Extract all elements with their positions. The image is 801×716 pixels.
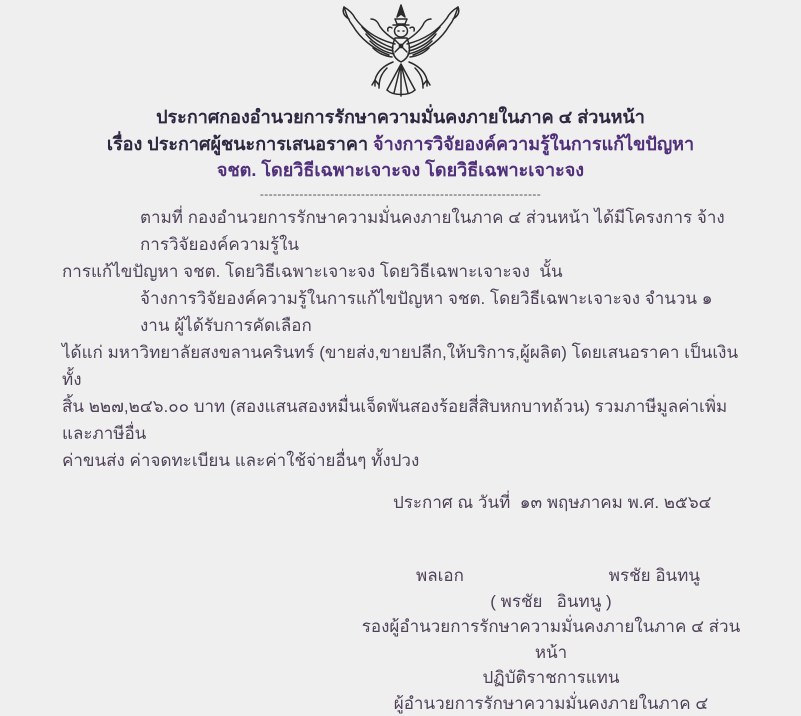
subject-project-name: จ้างการวิจัยองค์ความรู้ในการแก้ไขปัญหา จชต. โดยวิธีเฉพาะเจาะจง โดยวิธี​เฉพาะเจาะจง: [217, 134, 694, 180]
separator-line: ----------------------------------------------------------------: [0, 186, 801, 202]
announcement-date: ประกาศ ณ วันที่ ๑๓ พฤษภาคม พ.ศ. ๒๕๖๔: [393, 489, 801, 516]
body-text-line: ได้แก่ มหาวิทยาลัยสงขลานครินทร์ (ขายส่ง,ขายปลีก,ให้บริการ,ผู้ผลิต) โดยเสนอราคา เป็นเงินทั้ง: [62, 339, 745, 393]
signer-rank: พลเอก: [416, 563, 464, 589]
body-text-line: ค่าขนส่ง ค่าจดทะเบียน และค่าใช้จ่ายอื่นๆ ทั้งปวง: [62, 447, 745, 474]
body-text-line: การแก้ไขปัญหา จชต. โดยวิธีเฉพาะเจาะจง โดยวิธีเฉพาะเจาะจง นั้น: [62, 258, 745, 285]
garuda-emblem-icon: [331, 4, 471, 101]
subject-prefix: เรื่อง ประกาศผู้ชนะการเสนอราคา: [107, 134, 373, 154]
announcement-document: [0, 4, 801, 583]
signer-name: ( พรชัย อินทนู ): [350, 589, 752, 615]
signer-signature: พรชัย อินทนู: [609, 563, 700, 589]
document-body: [0, 204, 801, 474]
signature-block: [350, 563, 752, 716]
document-title: ประกาศกองอำนวยการรักษาความมั่นคงภายในภาค ๔ ส่วนหน้า: [30, 104, 771, 131]
body-text-line: จ้างการวิจัยองค์ความรู้ในการแก้ไขปัญหา จชต. โดยวิธีเฉพาะเจาะจง จำนวน ๑ งาน ผู้ได้รับการคัดเลือก: [62, 285, 745, 339]
body-text-line: ตามที่ กองอำนวยการรักษาความมั่นคงภายในภาค ๔ ส่วนหน้า ได้มีโครงการ จ้างการวิจัยองค์ความรู้ใน: [62, 204, 745, 258]
signature-row: [350, 563, 752, 589]
document-subject: [88, 131, 713, 183]
acting-on-behalf-label: ปฏิบัติราชการแทน: [350, 665, 752, 691]
signer-position: รองผู้อำนวยการรักษาความมั่นคงภายในภาค ๔ ส่วนหน้า: [350, 614, 752, 665]
position-acted-for: ผู้อำนวยการรักษาความมั่นคงภายในภาค ๔: [350, 691, 752, 716]
body-text-line: สิ้น ๒๒๗,๒๔๖.๐๐ บาท (สองแสนสองหมื่นเจ็ดพันสองร้อยสี่สิบหกบาทถ้วน) รวมภาษีมูลค่าเพิ่มและภาษีอื่น: [62, 393, 745, 447]
